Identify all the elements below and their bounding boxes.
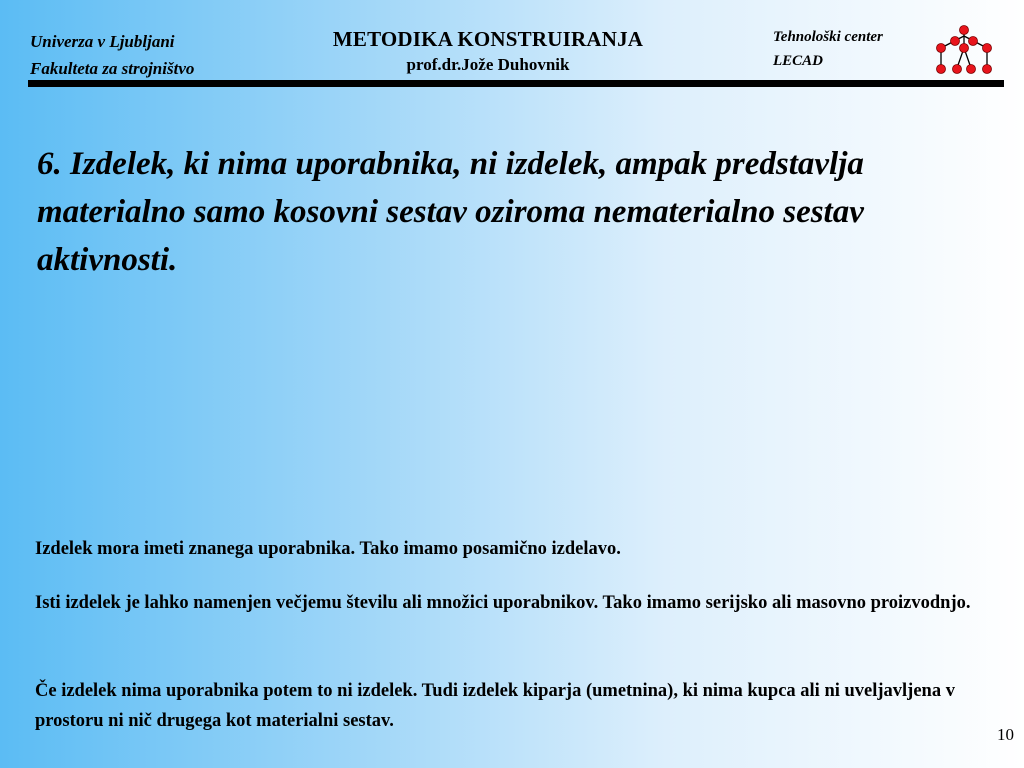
center-name: Tehnološki center [773,29,883,45]
course-header [298,26,678,78]
header-divider [28,80,1004,87]
slide-heading: 6. Izdelek, ki nima uporabnika, ni izdelek, ampak predstavlja materialno samo kosovni sestav oziroma nematerialno sestav aktivnosti. [37,146,864,278]
note-paragraph-3: Če izdelek nima uporabnika potem to ni izdelek. Tudi izdelek kiparja (umetnina), ki nima kupca ali ni uveljavljena v prostoru ni nič drugega kot materialni sestav. [35,681,955,731]
lecad-tree-logo-icon [933,24,995,76]
university-name: Univerza v Ljubljani [30,32,175,51]
course-author: prof.dr.Jože Duhovnik [406,55,570,74]
center-header [773,25,883,73]
note-paragraph-2: Isti izdelek je lahko namenjen večjemu številu ali množici uporabnikov. Tako imamo serijsko ali masovno proizvodnjo. [35,593,971,613]
faculty-name: Fakulteta za strojništvo [30,59,195,78]
page-number: 10 [997,725,1014,744]
center-abbreviation: LECAD [773,53,824,69]
note-paragraph-1: Izdelek mora imeti znanega uporabnika. Tako imamo posamično izdelavo. [35,539,621,559]
university-header [30,28,194,82]
course-title: METODIKA KONSTRUIRANJA [332,27,644,51]
